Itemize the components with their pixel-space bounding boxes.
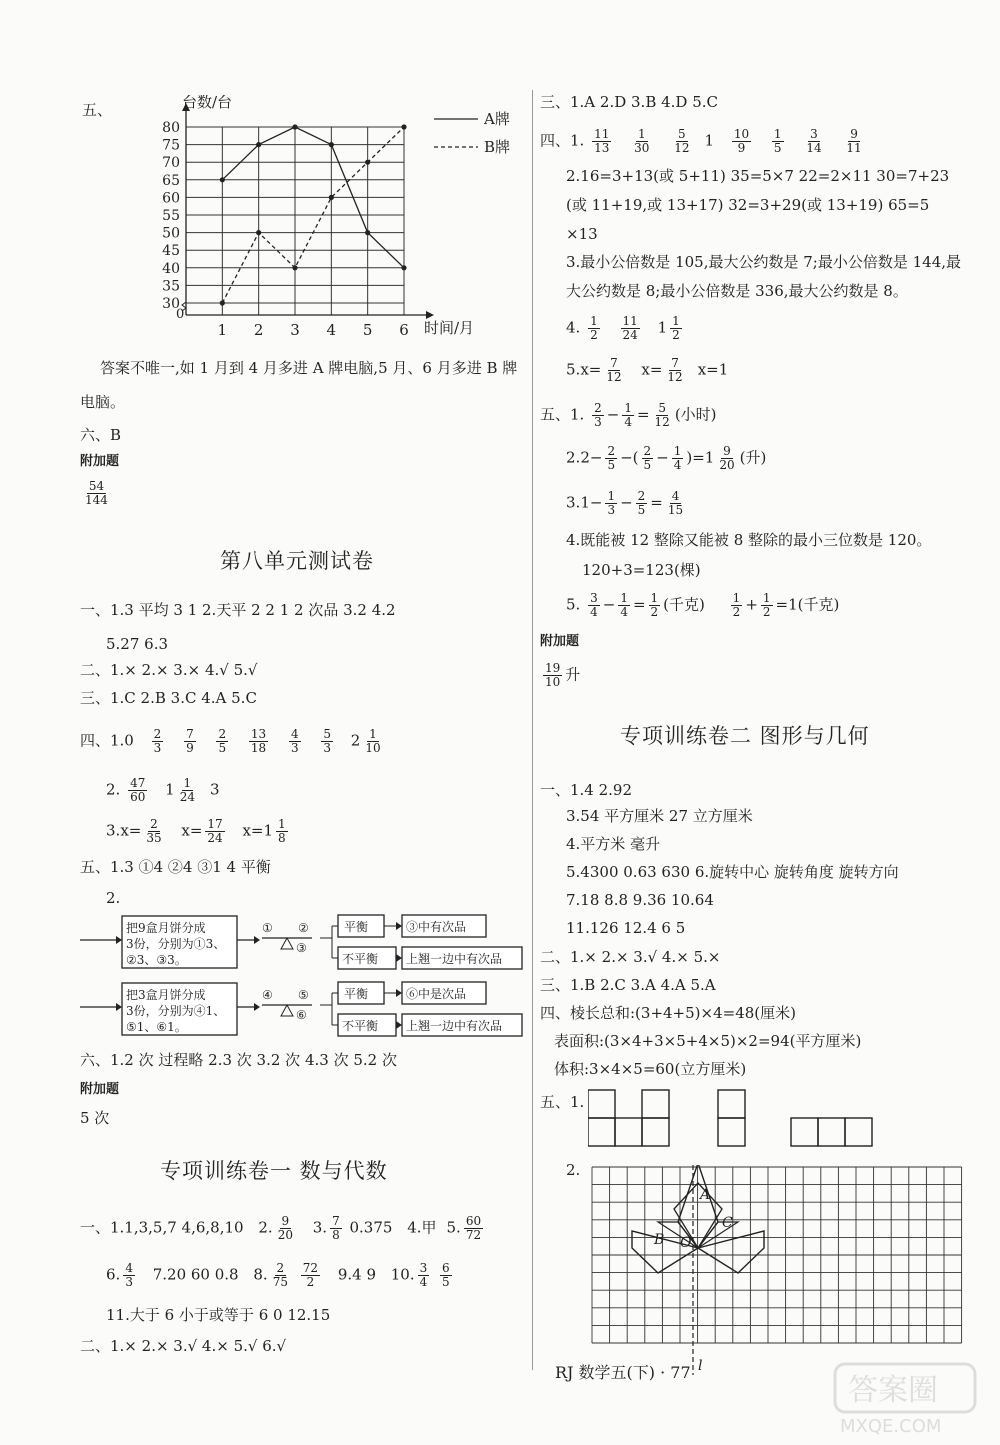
sp2-q11: 11.126 12.4 6 5	[566, 919, 686, 937]
label-B: B	[654, 1232, 665, 1248]
sp2-q4: 4.平方米 毫升	[566, 835, 661, 853]
y-tick-label: 75	[162, 137, 180, 154]
u8-q4-3: 3.x= $\frac{2}{35}$ x= $\frac{17}{24}$ x=1 $\frac{1}{8}$	[106, 817, 286, 845]
data-point	[365, 230, 370, 235]
y-tick-label: 70	[162, 155, 180, 172]
u8-bonus-answer: 5 次	[80, 1109, 110, 1127]
label-C: C	[722, 1215, 733, 1231]
y-tick-label: 0	[176, 307, 185, 322]
u8-q5-1: 五、1.3 ①4 ②4 ③1 4 平衡	[80, 858, 271, 876]
svg-text:②: ②	[298, 921, 309, 935]
u8-q1-line2: 5.27 6.3	[106, 635, 169, 653]
y-tick-label: 30	[162, 296, 180, 312]
bonus-heading: 附加题	[80, 454, 120, 469]
flow1-line3: ②3、③3。	[126, 953, 187, 967]
r-q5-5: 5. $\frac{3}{4}$ − $\frac{1}{4}$ = $\frac{1}{2}$ (千克) $\frac{1}{2}$ + $\frac{1}{2}$ =1(千克)	[566, 591, 840, 619]
sp2-s2: 二、1.× 2.× 3.√ 4.× 5.×	[540, 948, 721, 966]
y-tick-label: 60	[162, 190, 180, 207]
u8-bonus-heading: 附加题	[80, 1082, 120, 1097]
r-q5-2: 2.2− $\frac{2}{5}$ −( $\frac{2}{5}$ − $\frac{1}{4}$ )=1 $\frac{9}{20}$ (升)	[566, 444, 767, 472]
net-shapes	[588, 1088, 978, 1150]
watermark-logo	[820, 1360, 990, 1440]
data-point	[365, 160, 370, 165]
r-q4-2-line3: ×13	[566, 225, 598, 243]
sp2-s3: 三、1.B 2.C 3.A 4.A 5.A	[540, 976, 716, 994]
flow1-line2: 3份，分别为①3、	[126, 937, 226, 951]
data-point	[292, 124, 297, 129]
data-point	[401, 124, 406, 129]
sp2-s5-1: 五、1.	[540, 1093, 585, 1111]
line-chart	[120, 95, 540, 340]
u8-q1-line1: 一、1.3 平均 3 1 2.天平 2 2 1 2 次品 3.2 4.2	[80, 601, 396, 619]
y-tick-label: 50	[162, 225, 180, 242]
data-point	[220, 300, 225, 305]
y-tick-label: 35	[162, 278, 180, 295]
data-point	[256, 230, 261, 235]
data-point	[329, 195, 334, 200]
r-q4-2-line2: (或 11+19,或 13+17) 32=3+29(或 13+19) 65=5	[566, 196, 930, 214]
x-tick-label: 6	[399, 321, 409, 339]
data-point	[256, 142, 261, 147]
svg-text:答案圈: 答案圈	[848, 1373, 938, 1408]
flow1-unbalance: 不平衡	[342, 952, 379, 966]
sp2-s4-line1: 四、棱长总和:(3+4+5)×4=48(厘米)	[540, 1004, 796, 1022]
x-tick-label: 2	[253, 321, 264, 339]
flow2-line1: 把3盒月饼分成	[126, 988, 206, 1002]
r-q4-4: 4. $\frac{1}{2}$ $\frac{11}{24}$ 1 $\frac{1}{2}$	[566, 314, 680, 342]
flow2-line2: 3份，分别为④1、	[126, 1004, 226, 1018]
svg-text:⑤: ⑤	[298, 988, 309, 1002]
u8-q3: 三、1.C 2.B 3.C 4.A 5.C	[80, 689, 257, 707]
sp2-q1: 一、1.4 2.92	[540, 781, 633, 799]
legend-label-b: B牌	[484, 138, 511, 156]
x-tick-label: 1	[217, 321, 228, 339]
r-q5-3: 3.1− $\frac{1}{3}$ − $\frac{2}{5}$ = $\frac{4}{15}$	[566, 489, 684, 517]
flow1-result2: 上翘一边中有次品	[406, 952, 503, 966]
y-tick-label: 65	[162, 172, 180, 189]
page-footer: RJ 数学五(下) · 77	[555, 1363, 691, 1382]
flow2-result1: ⑥中是次品	[406, 987, 467, 1001]
legend-label-a: A牌	[484, 110, 510, 128]
sp1-q1-line1: 一、1.1,3,5,7 4,6,8,10 2. $\frac{9}{20}$ 3. $\frac{7}{8}$ 0.375 4.甲 5. $\frac{60}{72}$	[80, 1214, 482, 1242]
sp2-q3: 3.54 平方厘米 27 立方厘米	[566, 807, 753, 825]
r-q5-4-line2: 120+3=123(棵)	[582, 561, 701, 579]
y-tick-label: 55	[162, 208, 180, 224]
rotation-grid	[588, 1165, 988, 1375]
y-axis-label: 台数/台	[182, 95, 233, 111]
r-q4-1: 四、1. $\frac{11}{13}$ $\frac{1}{30}$ $\frac{5}{12}$ 1 $\frac{10}{9}$ $\frac{1}{5}$ $\frac{3}{14}$ $\frac{9}{11}$	[540, 127, 862, 155]
sp2-q7: 7.18 8.8 9.36 10.64	[566, 891, 714, 909]
flow1-result1: ③中有次品	[406, 920, 467, 934]
y-tick-label: 40	[162, 260, 180, 277]
watermark-icon	[820, 1360, 990, 1440]
r-q4-3-line1: 3.最小公倍数是 105,最大公约数是 7;最小公倍数是 144,最	[566, 253, 962, 271]
u8-q2: 二、1.× 2.× 3.× 4.√ 5.√	[80, 661, 258, 679]
flow1-balance: 平衡	[344, 920, 369, 934]
section-6: 六、B	[80, 426, 122, 444]
flow1-line1: 把9盒月饼分成	[126, 921, 206, 935]
answer-text-2: 电脑。	[80, 393, 126, 411]
fraction: $\frac{54}{144}$	[85, 479, 108, 507]
data-point	[329, 142, 334, 147]
flow2-unbalance: 不平衡	[342, 1019, 379, 1033]
x-tick-label: 3	[290, 321, 300, 339]
label-l: l	[698, 1358, 703, 1374]
x-axis-label: 时间/月	[424, 319, 475, 337]
sp2-title: 专项训练卷二 图形与几何	[620, 724, 870, 748]
sp1-q2: 二、1.× 2.× 3.√ 4.× 5.√ 6.√	[80, 1337, 287, 1355]
sp1-q11: 11.大于 6 小于或等于 6 0 12.15	[106, 1306, 331, 1324]
svg-text:MXQE.COM: MXQE.COM	[840, 1416, 942, 1437]
answer-text-1: 答案不唯一,如 1 月到 4 月多进 A 牌电脑,5 月、6 月多进 B 牌	[100, 359, 518, 377]
sp1-title: 专项训练卷一 数与代数	[160, 1159, 388, 1183]
bonus-answer	[80, 480, 113, 507]
u8-q4-2: 2. $\frac{47}{60}$ 1 $\frac{1}{24}$ 3	[106, 776, 220, 804]
u8-q4-1: 四、1.0 $\frac{2}{3}$ $\frac{7}{9}$ $\frac{2}{5}$ $\frac{13}{18}$ $\frac{4}{3}$ $\frac{5}{3}$ 2 $\frac{1}{10}$	[80, 727, 381, 755]
r-q5-4-line1: 4.既能被 12 整除又能被 8 整除的最小三位数是 120。	[566, 531, 932, 549]
flow2-result2: 上翘一边中有次品	[406, 1019, 503, 1033]
x-tick-label: 5	[362, 321, 373, 339]
unit8-title: 第八单元测试卷	[220, 549, 374, 573]
r-q4-3-line2: 大公约数是 8;最小公倍数是 336,最大公约数是 8。	[566, 282, 908, 300]
sp1-q1-line2: 6. $\frac{4}{3}$ 7.20 60 0.8 8. $\frac{2}{75}$ $\frac{72}{2}$ 9.4 9 10. $\frac{3}{4}$ $\frac{6}{5}$	[106, 1261, 450, 1289]
label-A: A	[700, 1187, 711, 1203]
r-q3: 三、1.A 2.D 3.B 4.D 5.C	[540, 93, 719, 111]
data-point	[220, 177, 225, 182]
label-O: O	[680, 1235, 692, 1251]
svg-text:⑥: ⑥	[296, 1008, 307, 1022]
svg-text:③: ③	[296, 941, 307, 955]
data-point	[292, 265, 297, 270]
r-q5-1: 五、1. $\frac{2}{3}$ − $\frac{1}{4}$ = $\frac{5}{12}$ (小时)	[540, 401, 717, 429]
weighing-flow-diagram	[80, 912, 525, 1047]
sp2-q5: 5.4300 0.63 630 6.旋转中心 旋转角度 旋转方向	[566, 863, 899, 881]
data-point	[401, 265, 406, 270]
r-q4-2-line1: 2.16=3+13(或 5+11) 35=5×7 22=2×11 30=7+23	[566, 167, 950, 185]
sp2-s4-line2: 表面积:(3×4+3×5+4×5)×2=94(平方厘米)	[554, 1032, 862, 1050]
r-q4-5: 5.x= $\frac{7}{12}$ x= $\frac{7}{12}$ x=1	[566, 356, 729, 384]
r-bonus-answer: $\frac{19}{10}$ 升	[545, 661, 581, 689]
y-tick-label: 80	[162, 120, 180, 136]
sp2-s5-2: 2.	[566, 1161, 581, 1179]
flow2-balance: 平衡	[344, 987, 369, 1001]
sp2-s4-line3: 体积:3×4×5=60(立方厘米)	[554, 1060, 747, 1078]
flow2-line3: ⑤1、⑥1。	[126, 1020, 187, 1034]
u8-q5-2: 2.	[106, 889, 121, 907]
svg-text:④: ④	[262, 988, 273, 1002]
svg-text:①: ①	[262, 921, 273, 935]
x-tick-label: 4	[326, 321, 337, 339]
u8-q6: 六、1.2 次 过程略 2.3 次 3.2 次 4.3 次 5.2 次	[80, 1051, 397, 1069]
section-5-label: 五、	[82, 101, 113, 119]
y-tick-label: 45	[162, 243, 180, 260]
r-bonus-heading: 附加题	[540, 634, 580, 649]
